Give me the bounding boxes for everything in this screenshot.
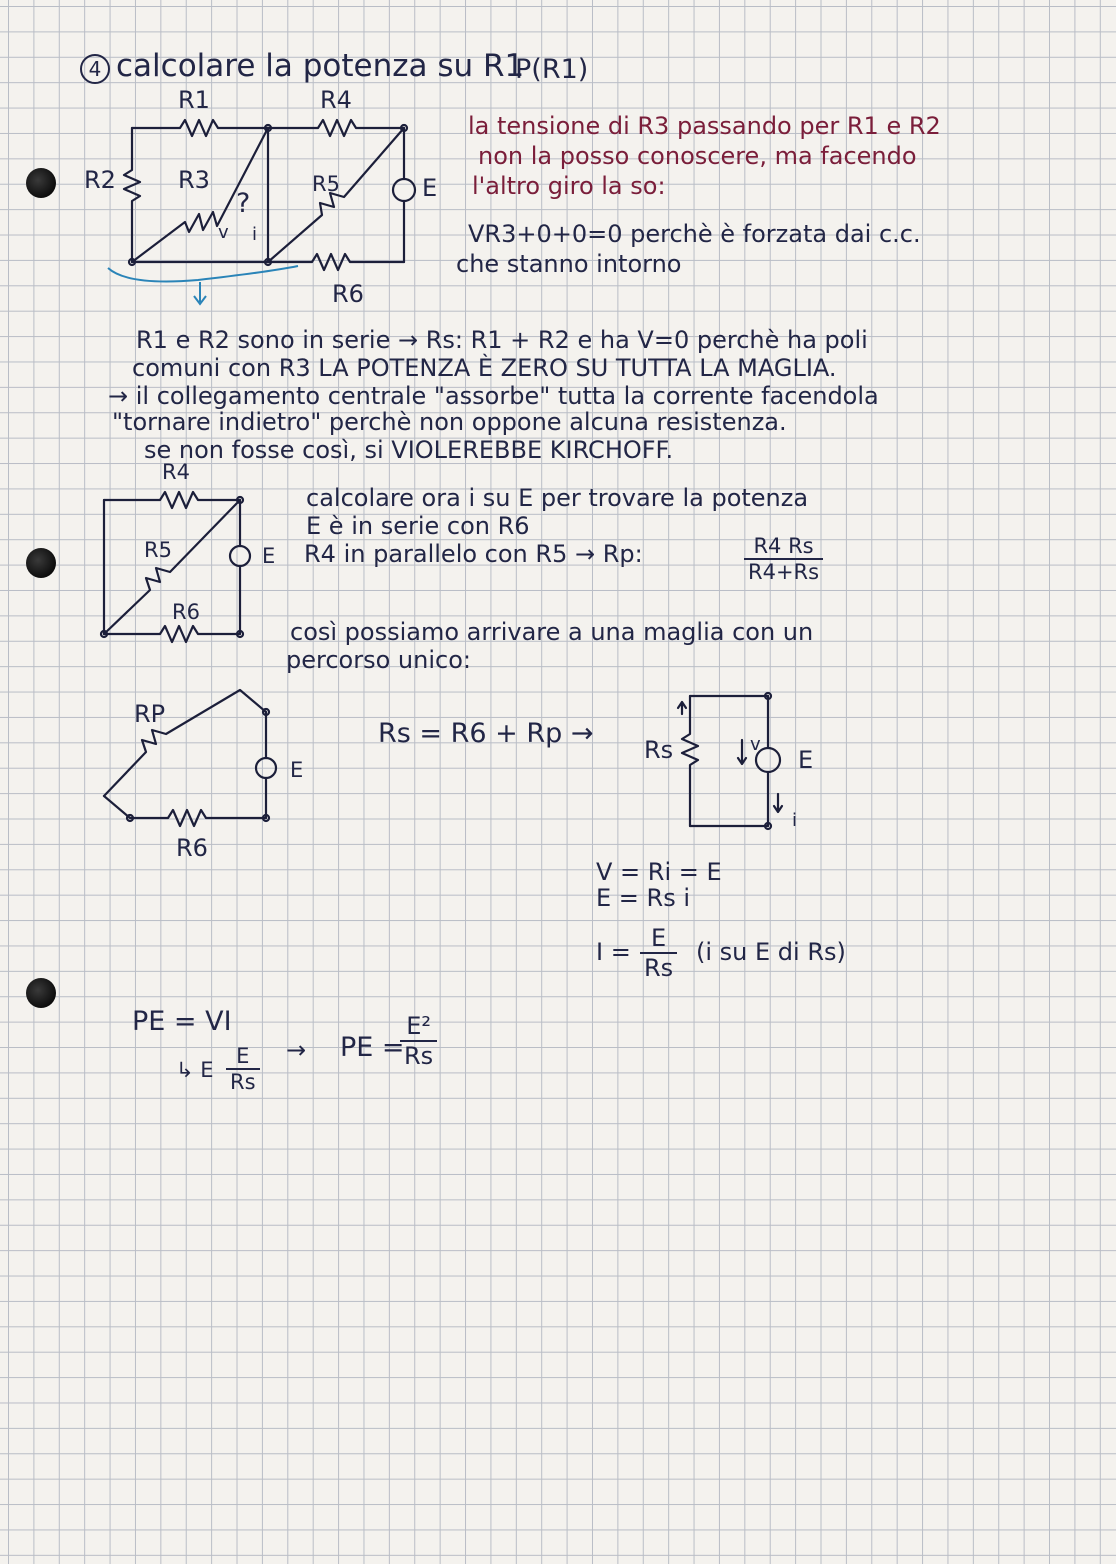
power-sub-denominator: Rs <box>230 1070 256 1094</box>
power-arrow-prefix: ↳ E <box>176 1058 214 1082</box>
para1-line-2: comuni con R3 LA POTENZA È ZERO SU TUTTA LA MAGLIA. <box>132 354 837 382</box>
c3-label-rp: RP <box>134 700 166 728</box>
c4-label-v: v <box>750 734 761 755</box>
result-line-1: V = Ri = E <box>596 858 722 886</box>
c2-label-source: E <box>262 544 276 568</box>
para1-line-1: R1 e R2 sono in serie → Rs: R1 + R2 e ha V=0 perchè ha poli <box>136 326 868 354</box>
para1-line-4: "tornare indietro" perchè non oppone alcuna resistenza. <box>112 408 787 436</box>
c1-label-r3: R3 <box>178 166 210 194</box>
para1-line-5: se non fosse così, si VIOLEREBBE KIRCHOFF. <box>144 436 674 464</box>
title-subscript: P(R1) <box>515 54 589 85</box>
result-line-2: E = Rs i <box>596 884 691 912</box>
note2-rp-numerator: R4 Rs <box>744 534 823 560</box>
c1-label-i: i <box>252 224 258 245</box>
c1-question-mark: ? <box>236 188 251 219</box>
equation-rs: Rs = R6 + Rp → <box>378 718 594 749</box>
c3-label-source: E <box>290 758 304 782</box>
c4-label-i: i <box>792 810 798 831</box>
result-line-3-prefix: I = <box>596 938 631 966</box>
note2-line-1: calcolare ora i su E per trovare la potenza <box>306 484 809 512</box>
c1-label-r4: R4 <box>320 86 352 114</box>
result-line-3-suffix: (i su E di Rs) <box>696 938 846 966</box>
result-current-numerator: E <box>640 924 677 954</box>
c2-label-r4: R4 <box>162 460 190 484</box>
c4-label-rs: Rs <box>644 736 674 764</box>
result-current-denominator: Rs <box>644 954 674 982</box>
result-current-fraction <box>640 924 677 982</box>
c3-label-r6: R6 <box>176 834 208 862</box>
power-line-1: PE = VI <box>132 1006 232 1037</box>
note1-line-3: l'altro giro la so: <box>472 172 666 200</box>
c1-label-r6: R6 <box>332 280 364 308</box>
note2-rp-denominator: R4+Rs <box>748 560 820 584</box>
note1-equation: VR3+0+0=0 perchè è forzata dai c.c. <box>468 220 921 248</box>
note1-line-1: la tensione di R3 passando per R1 e R2 <box>468 112 941 140</box>
power-result-denominator: Rs <box>404 1042 434 1070</box>
power-sub-fraction <box>226 1044 260 1094</box>
c1-label-v: v <box>218 222 229 243</box>
note2-line-3: R4 in parallelo con R5 → Rp: <box>304 540 643 568</box>
power-result-fraction <box>400 1012 437 1070</box>
c2-label-r6: R6 <box>172 600 200 624</box>
note3-line-1: così possiamo arrivare a una maglia con un <box>290 618 814 646</box>
note1-line-2: non la posso conoscere, ma facendo <box>478 142 917 170</box>
note2-line-2: E è in serie con R6 <box>306 512 530 540</box>
power-result-numerator: E² <box>400 1012 437 1042</box>
note3-line-2: percorso unico: <box>286 646 471 674</box>
exercise-number: 4 <box>80 54 110 84</box>
c4-label-source: E <box>798 746 814 774</box>
power-arrow: → <box>286 1036 307 1064</box>
title-text: calcolare la potenza su R1 <box>116 48 525 84</box>
power-sub-numerator: E <box>226 1044 260 1070</box>
c1-label-r2: R2 <box>84 166 116 194</box>
para1-line-3: → il collegamento centrale "assorbe" tutta la corrente facendola <box>108 382 879 410</box>
c1-label-r5: R5 <box>312 172 340 196</box>
c1-label-source: E <box>422 174 438 202</box>
power-result-prefix: PE = <box>340 1032 405 1063</box>
c1-label-r1: R1 <box>178 86 210 114</box>
c2-label-r5: R5 <box>144 538 172 562</box>
note1-equation-cont: che stanno intorno <box>456 250 682 278</box>
